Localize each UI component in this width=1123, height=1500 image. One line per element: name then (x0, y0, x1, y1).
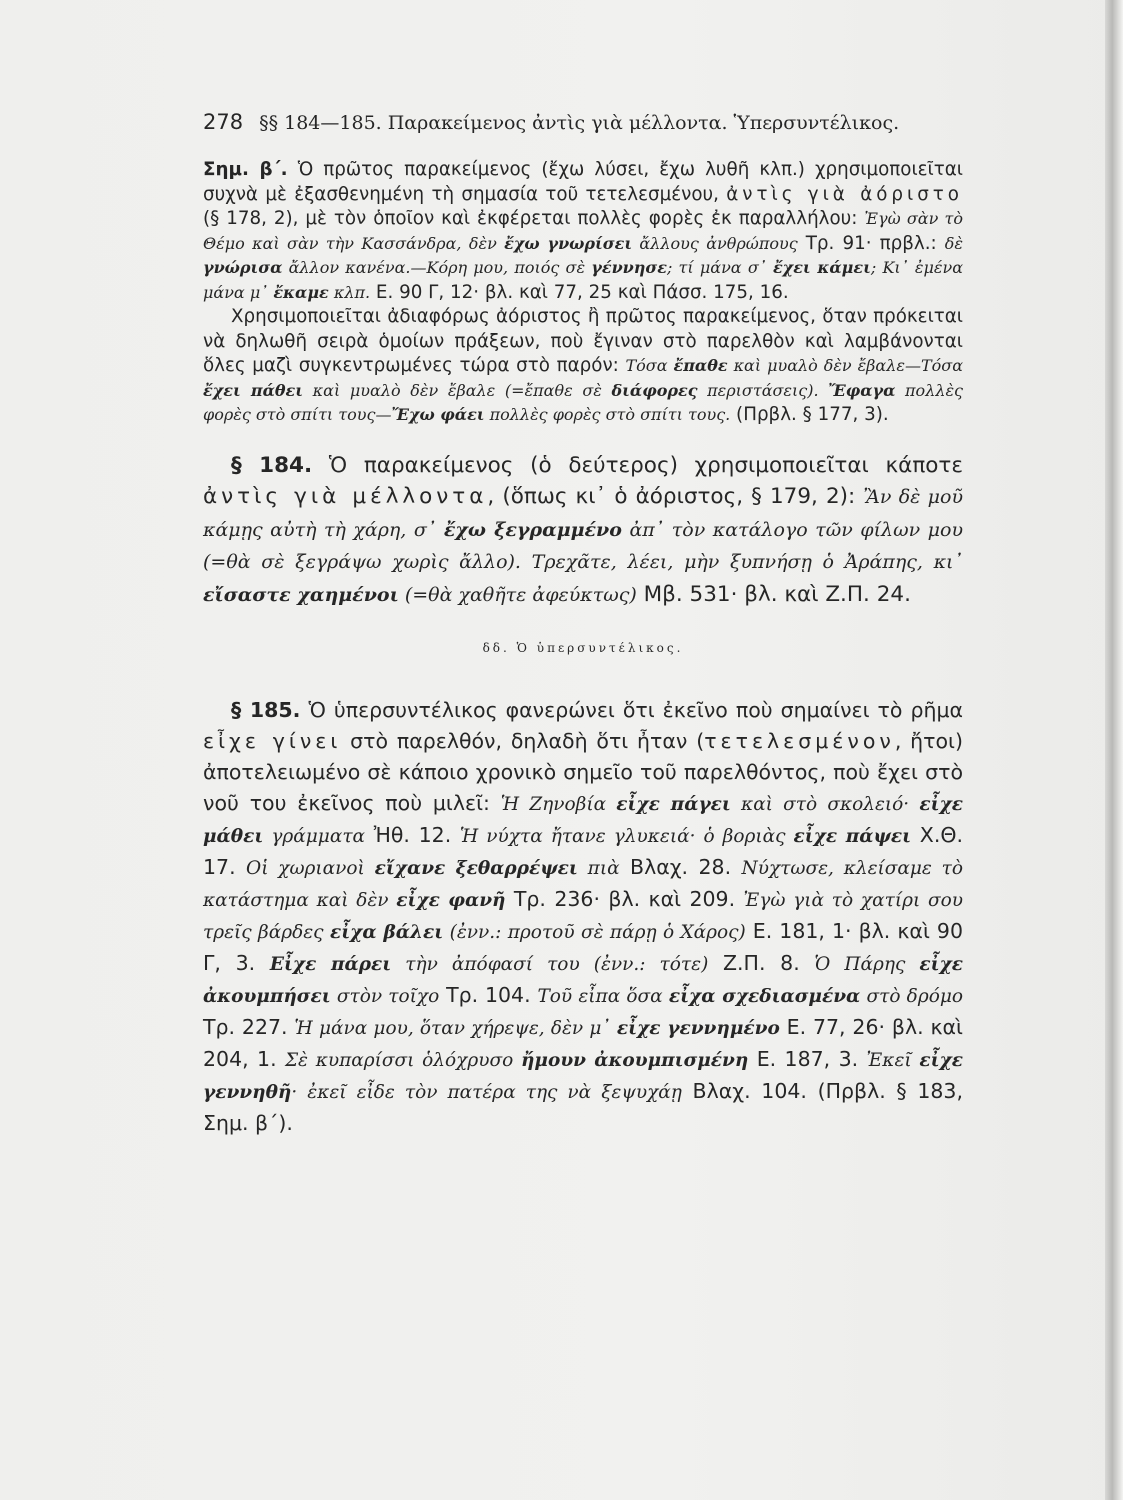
note-label: Σημ. β΄. (203, 159, 288, 180)
running-title: §§ 184—185. Παρακείμενος ἀντὶς γιὰ μέλλοντα. Ὑπερσυντέλικος. (259, 112, 900, 134)
section-184: § 184. Ὁ παρακείμενος (ὁ δεύτερος) χρησιμοποιεῖται κάποτε ἀντὶς γιὰ μέλλοντα, (ὅπως κι᾿ ὁ ἀόριστος, § 179, 2): Ἂν δὲ μοῦ κάμῃς αὐτὴ τὴ χάρη, σ᾿ ἔχω ξεγραμμένο ἀπ᾿ τὸν κατάλογο τῶν φίλων μου (=θὰ σὲ ξεγράψω χωρὶς ἄλλο). Τρεχᾶτε, λέει, μὴν ξυπνήσῃ ὁ Ἀράπης, κι᾿ εἴσαστε χαημένοι (=θὰ χαθῆτε ἀφεύκτως) Μβ. 531· βλ. καὶ Ζ.Π. 24. (203, 452, 964, 607)
note-paragraph-1: Σημ. β΄. Ὁ πρῶτος παρακείμενος (ἔχω λύσει, ἔχω λυθῆ κλπ.) χρησιμοποιεῖται συχνὰ μὲ ἐξασθενημένη τὴ σημασία τοῦ τετελεσμένου, ἀντὶς γιὰ ἀόριστο (§ 178, 2), μὲ τὸν ὁποῖον καὶ ἐκφέρεται πολλὲς φορὲς ἐκ παραλλήλου: Ἐγὼ σὰν τὸ Θέμο καὶ σὰν τὴν Κασσάνδρα, δὲν ἔχω γνωρίσει ἄλλους ἀνθρώπους Τρ. 91· πρβλ.: δὲ γνώρισα ἄλλον κανένα.—Κόρη μου, ποιός σὲ γέννησε; τί μάνα σ᾿ ἔχει κάμει; Κι᾿ ἐμένα μάνα μ᾿ ἔκαμε κλπ. Ε. 90 Γ, 12· βλ. καὶ 77, 25 καὶ Πάσσ. 175, 16. (203, 159, 964, 303)
section-184-number: § 184. (231, 452, 313, 478)
page-number: 278 (203, 110, 244, 134)
page-body (203, 158, 963, 1139)
subheading: δδ. Ὁ ὑπερσυντέλικος. (482, 641, 684, 655)
section-185: § 185. Ὁ ὑπερσυντέλικος φανερώνει ὅτι ἐκεῖνο ποὺ σημαίνει τὸ ρῆμα εἶχε γίνει στὸ παρελθόν, δηλαδὴ ὅτι ἦταν (τετελεσμένον, ἤτοι) ἀποτελειωμένο σὲ κάποιο χρονικὸ σημεῖο τοῦ παρελθόντος, ποὺ ἔχει στὸ νοῦ του ἐκεῖνος ποὺ μιλεῖ: Ἡ Ζηνοβία εἶχε πάγει καὶ στὸ σκολειό· εἶχε μάθει γράμματα Ἠθ. 12. Ἡ νύχτα ἤτανε γλυκειά· ὁ βοριὰς εἶχε πάψει Χ.Θ. 17. Οἱ χωριανοὶ εἴχανε ξεθαρρέψει πιὰ Βλαχ. 28. Νύχτωσε, κλείσαμε τὸ κατάστημα καὶ δὲν εἶχε φανῆ Τρ. 236· βλ. καὶ 209. Ἐγὼ γιὰ τὸ χατίρι σου τρεῖς βάρδες εἶχα βάλει (ἐνν.: προτοῦ σὲ πάρῃ ὁ Χάρος) Ε. 181, 1· βλ. καὶ 90 Γ, 3. Εἶχε πάρει τὴν ἀπόφασί του (ἐνν.: τότε) Ζ.Π. 8. Ὁ Πάρης εἶχε ἀκουμπήσει στὸν τοῖχο Τρ. 104. Τοῦ εἶπα ὅσα εἶχα σχεδιασμένα στὸ δρόμο Τρ. 227. Ἡ μάνα μου, ὅταν χήρεψε, δὲν μ᾿ εἶχε γεννημένο Ε. 77, 26· βλ. καὶ 204, 1. Σὲ κυπαρίσσι ὁλόχρυσο ἤμουν ἀκουμπισμένη Ε. 187, 3. Ἐκεῖ εἶχε γεννηθῆ· ἐκεῖ εἶδε τὸν πατέρα της νὰ ξεψυχάῃ Βλαχ. 104. (Πρβλ. § 183, Σημ. β΄). (203, 698, 964, 1135)
section-185-number: § 185. (231, 698, 301, 722)
note-paragraph-2: Χρησιμοποιεῖται ἀδιαφόρως ἀόριστος ἢ πρῶτος παρακείμενος, ὅταν πρόκειται νὰ δηλωθῆ σειρὰ ὁμοίων πράξεων, ποὺ ἔγιναν στὸ παρελθὸν καὶ λαμβάνονται ὅλες μαζὶ συγκεντρωμένες τώρα στὸ παρόν: Τόσα ἔπαθε καὶ μυαλὸ δὲν ἔβαλε—Τόσα ἔχει πάθει καὶ μυαλὸ δὲν ἔβαλε (=ἔπαθε σὲ διάφορες περιστάσεις). Ἔφαγα πολλὲς φορὲς στὸ σπίτι τους—Ἔχω φάει πολλὲς φορὲς στὸ σπίτι τους. (Πρβλ. § 177, 3). (203, 306, 964, 425)
page-edge (1105, 0, 1123, 1500)
running-header (203, 110, 963, 134)
